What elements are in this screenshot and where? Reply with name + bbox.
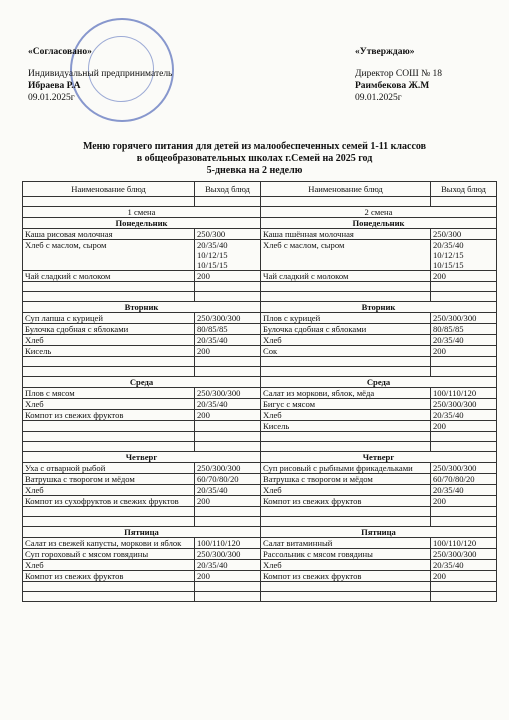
portion-value: 250/300/300 [197,463,241,473]
portion-shift-2 [431,496,497,507]
dish-name-shift-2: Хлеб [261,485,431,496]
spacer-row [23,442,497,452]
portion-shift-2 [431,346,497,357]
dish-name-shift-2: Хлеб [261,560,431,571]
portion-shift-1 [195,324,261,335]
dish-name-shift-1: Хлеб [23,560,195,571]
portion-shift-2 [431,388,497,399]
portion-value: 20/35/40 [197,485,228,495]
table-row [23,388,497,399]
dish-name-shift-1: Хлеб [23,335,195,346]
portion-value: 200 [433,346,446,356]
spacer-row [23,282,497,292]
dish-name-shift-1: Хлеб [23,399,195,410]
portion-value: 250/300/300 [197,549,241,559]
portion-value: 250/300/300 [197,388,241,398]
portion-value: 10/12/15 [197,250,228,260]
portion-value: 60/70/80/20 [197,474,239,484]
portion-value: 100/110/120 [433,388,477,398]
dish-name-shift-2: Компот из свежих фруктов [261,571,431,582]
table-row [23,335,497,346]
approval-right-label: «Утверждаю» [355,47,415,57]
portion-value: 200 [197,346,210,356]
dish-name-shift-1: Компот из свежих фруктов [23,410,195,421]
portion-value: 20/35/40 [433,240,464,250]
table-row [23,410,497,421]
title-line-2: в общеобразовательных школах г.Семей на 2025 год [136,153,373,164]
dish-name-shift-2: Ватрушка с творогом и мёдом [261,474,431,485]
portion-shift-1 [195,421,261,432]
portion-shift-2 [431,229,497,240]
portion-shift-2 [431,485,497,496]
day-row [23,218,497,229]
shift-row [23,207,497,218]
dish-name-shift-1: Суп гороховый с мясом говядины [23,549,195,560]
portion-shift-2 [431,313,497,324]
portion-value: 100/110/120 [197,538,241,548]
portion-shift-2 [431,410,497,421]
approval-left-date: 09.01.2025г [28,93,75,103]
table-row [23,421,497,432]
portion-shift-2 [431,421,497,432]
table-row [23,496,497,507]
dish-name-shift-2: Булочка сдобная с яблоками [261,324,431,335]
dish-name-shift-1: Компот из свежих фруктов [23,571,195,582]
day-label-shift-1: Понедельник [23,218,261,229]
portion-shift-1 [195,463,261,474]
portion-value: 80/85/85 [197,324,228,334]
table-row [23,313,497,324]
spacer-row [23,517,497,527]
title-line-1: Меню горячего питания для детей из малообеспеченных семей 1-11 классов [82,141,427,152]
portion-value: 20/35/40 [197,335,228,345]
header-row [23,182,497,197]
table-row [23,229,497,240]
portion-value: 10/15/15 [433,260,464,270]
portion-shift-2 [431,474,497,485]
portion-value: 10/12/15 [433,250,464,260]
portion-value: 20/35/40 [433,485,464,495]
portion-value: 80/85/85 [433,324,464,334]
dish-name-shift-2: Рассольник с мясом говядины [261,549,431,560]
portion-shift-1 [195,538,261,549]
portion-shift-1 [195,474,261,485]
portion-shift-1 [195,485,261,496]
approval-left-label: «Согласовано» [28,47,92,57]
dish-name-shift-1: Булочка сдобная с яблоками [23,324,195,335]
approval-right-date: 09.01.2025г [355,93,402,103]
day-label-shift-1: Вторник [23,302,261,313]
portion-value: 20/35/40 [433,560,464,570]
table-row [23,324,497,335]
header-portion-2: Выход блюд [431,182,497,197]
table-row [23,399,497,410]
portion-value: 10/15/15 [197,260,228,270]
dish-name-shift-2: Плов с курицей [261,313,431,324]
title-line-3: 5-дневка на 2 неделю [206,165,303,176]
portion-value: 250/300 [197,229,226,239]
portion-value: 250/300 [433,229,462,239]
approval-left [28,46,172,104]
dish-name-shift-2: Кисель [261,421,431,432]
portion-value: 20/35/40 [433,410,464,420]
approval-left-line1: Индивидуальный предприниматель [28,69,173,79]
portion-shift-1 [195,229,261,240]
spacer-row [23,507,497,517]
dish-name-shift-2: Сок [261,346,431,357]
portion-shift-1 [195,388,261,399]
dish-name-shift-1: Каша рисовая молочная [23,229,195,240]
portion-value: 20/35/40 [197,240,228,250]
portion-value: 250/300/300 [433,399,477,409]
portion-value: 200 [197,410,210,420]
dish-name-shift-1: Чай сладкий с молоком [23,271,195,282]
approval-right [355,46,442,104]
portion-value: 200 [197,271,210,281]
day-label-shift-2: Понедельник [261,218,497,229]
table-row [23,560,497,571]
portion-shift-1 [195,271,261,282]
dish-name-shift-2: Хлеб [261,335,431,346]
portion-shift-1 [195,571,261,582]
table-row [23,474,497,485]
portion-value: 60/70/80/20 [433,474,475,484]
portion-shift-1 [195,346,261,357]
portion-shift-2 [431,335,497,346]
portion-value: 250/300/300 [433,549,477,559]
portion-value: 200 [197,571,210,581]
dish-name-shift-1: Хлеб с маслом, сыром [23,240,195,271]
dish-name-shift-1: Ватрушка с творогом и мёдом [23,474,195,485]
day-label-shift-1: Четверг [23,452,261,463]
dish-name-shift-1: Кисель [23,346,195,357]
spacer-row [23,367,497,377]
portion-shift-2 [431,538,497,549]
portion-shift-1 [195,549,261,560]
dish-name-shift-1: Хлеб [23,485,195,496]
day-label-shift-1: Среда [23,377,261,388]
document-title [0,141,509,177]
portion-value: 200 [197,496,210,506]
portion-shift-2 [431,240,497,271]
portion-shift-2 [431,549,497,560]
portion-value: 200 [433,496,446,506]
day-label-shift-2: Вторник [261,302,497,313]
header-dish-name-1: Наименование блюд [23,182,195,197]
dish-name-shift-1: Плов с мясом [23,388,195,399]
approval-right-name: Раимбекова Ж.М [355,81,430,91]
table-row [23,271,497,282]
shift-2-label: 2 смена [261,207,497,218]
dish-name-shift-1: Суп лапша с курицей [23,313,195,324]
day-row [23,452,497,463]
day-label-shift-2: Четверг [261,452,497,463]
portion-value: 250/300/300 [197,313,241,323]
dish-name-shift-2: Суп рисовый с рыбными фрикадельками [261,463,431,474]
spacer-row [23,292,497,302]
portion-value: 250/300/300 [433,313,477,323]
table-row [23,549,497,560]
portion-shift-1 [195,313,261,324]
table-row [23,463,497,474]
table-row [23,538,497,549]
portion-value: 200 [433,271,446,281]
dish-name-shift-2: Каша пшённая молочная [261,229,431,240]
menu-table [22,181,497,602]
dish-name-shift-1: Салат из свежей капусты, моркови и яблок [23,538,195,549]
approval-right-line1: Директор СОШ № 18 [355,69,443,79]
header-dish-name-2: Наименование блюд [261,182,431,197]
portion-value: 200 [433,421,446,431]
table-row [23,485,497,496]
day-label-shift-2: Пятница [261,527,497,538]
dish-name-shift-2: Компот из свежих фруктов [261,496,431,507]
portion-shift-2 [431,324,497,335]
spacer-row [23,432,497,442]
header-portion-1: Выход блюд [195,182,261,197]
menu-table-body [23,182,497,602]
dish-name-shift-2: Хлеб [261,410,431,421]
portion-shift-1 [195,496,261,507]
dish-name-shift-2: Салат из моркови, яблок, мёда [261,388,431,399]
portion-shift-1 [195,240,261,271]
portion-shift-1 [195,560,261,571]
portion-shift-2 [431,463,497,474]
portion-shift-1 [195,399,261,410]
day-row [23,377,497,388]
portion-shift-2 [431,571,497,582]
portion-value: 250/300/300 [433,463,477,473]
table-row [23,240,497,271]
spacer-row [23,592,497,602]
portion-value: 20/35/40 [433,335,464,345]
day-row [23,302,497,313]
spacer-row [23,582,497,592]
approval-left-name: Ибраева Р.А [28,81,81,91]
table-row [23,571,497,582]
dish-name-shift-1 [23,421,195,432]
portion-shift-1 [195,335,261,346]
dish-name-shift-2: Салат витаминный [261,538,431,549]
portion-shift-2 [431,560,497,571]
day-label-shift-1: Пятница [23,527,261,538]
day-label-shift-2: Среда [261,377,497,388]
portion-value: 20/35/40 [197,399,228,409]
portion-shift-2 [431,271,497,282]
portion-value: 20/35/40 [197,560,228,570]
dish-name-shift-1: Уха с отварной рыбой [23,463,195,474]
spacer-row [23,357,497,367]
spacer-row [23,197,497,207]
dish-name-shift-2: Чай сладкий с молоком [261,271,431,282]
portion-shift-2 [431,399,497,410]
portion-value: 100/110/120 [433,538,477,548]
shift-1-label: 1 смена [23,207,261,218]
dish-name-shift-2: Бигус с мясом [261,399,431,410]
dish-name-shift-2: Хлеб с маслом, сыром [261,240,431,271]
portion-value: 200 [433,571,446,581]
day-row [23,527,497,538]
table-row [23,346,497,357]
dish-name-shift-1: Компот из сухофруктов и свежих фруктов [23,496,195,507]
portion-shift-1 [195,410,261,421]
